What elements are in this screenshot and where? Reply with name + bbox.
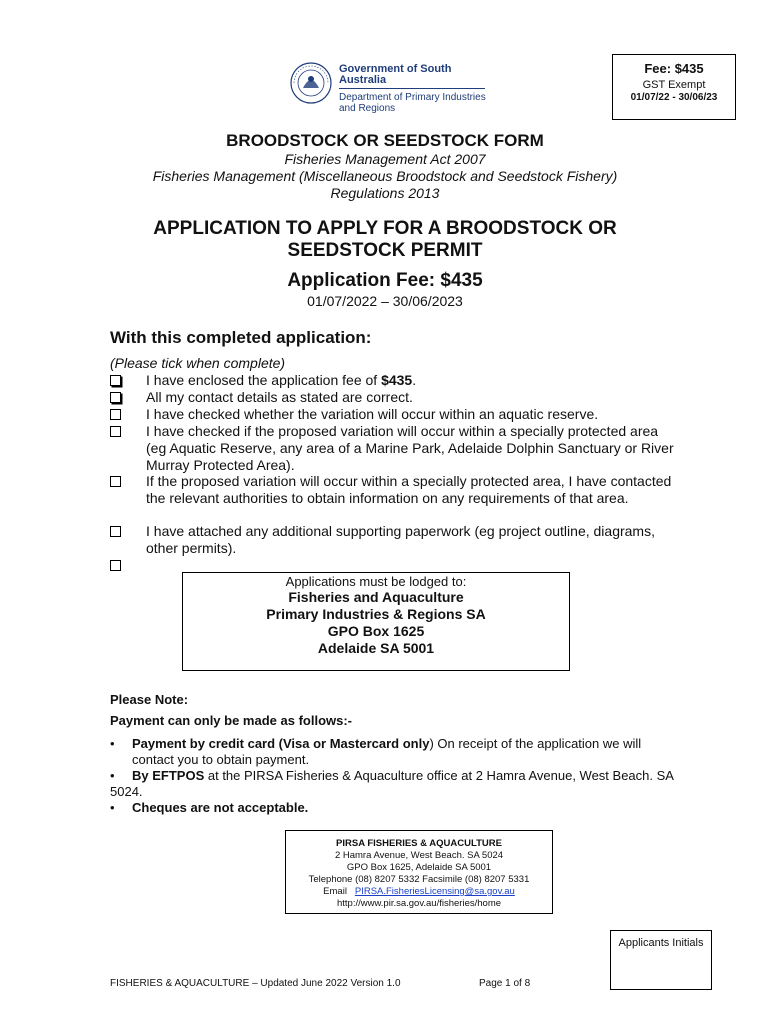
application-fee: Application Fee: $435	[287, 270, 483, 291]
please-note: Please Note:	[110, 692, 189, 707]
bullet: •	[110, 736, 115, 751]
page-number: Page 1 of 8	[479, 978, 531, 989]
lodge-line-4: Adelaide SA 5001	[317, 640, 435, 656]
fee-dates: 01/07/22 - 30/06/23	[630, 92, 718, 103]
checkbox[interactable]	[110, 409, 121, 420]
contact-address-1: 2 Hamra Avenue, West Beach. SA 5024	[334, 850, 504, 861]
logo-rule	[339, 88, 485, 89]
sa-government-logo	[290, 62, 490, 114]
checkbox[interactable]	[110, 375, 121, 386]
contact-address-2: GPO Box 1625, Adelaide SA 5001	[346, 862, 492, 873]
fee-box	[612, 54, 736, 120]
payment-heading: Payment can only be made as follows:-	[110, 713, 353, 728]
application-dates: 01/07/2022 – 30/06/2023	[307, 293, 463, 309]
checklist-item-text: I have checked whether the variation will occur within an aquatic reserve.	[146, 406, 599, 422]
checklist-heading: With this completed application:	[110, 328, 372, 347]
checklist-item-text: I have checked if the proposed variation will occur within a specially protected area (eg Aquatic Reserve, any area of a Marine Park, Adelaide Dolphin Sanctuary or River Murray Protected Area).	[146, 423, 674, 473]
gov-name: Government of South Australia	[339, 63, 452, 86]
checklist-item-text: I have enclosed the application fee of $435.	[146, 372, 417, 388]
checkbox[interactable]	[110, 526, 121, 537]
lodge-line-1: Fisheries and Aquaculture	[288, 589, 464, 605]
lodge-line-3: GPO Box 1625	[327, 623, 425, 639]
regulations-line-1: Fisheries Management (Miscellaneous Broodstock and Seedstock Fishery)	[152, 168, 618, 184]
payment-item-text: Payment by credit card (Visa or Mastercard only) On receipt of the application we will contact you to obtain payment.	[132, 736, 642, 767]
checkbox[interactable]	[110, 426, 121, 437]
bullet: •	[110, 768, 115, 783]
contact-phone: Telephone (08) 8207 5332 Facsimile (08) 8207 5331	[308, 874, 530, 885]
logo-text	[339, 64, 490, 114]
payment-item-text: By EFTPOS at the PIRSA Fisheries & Aquaculture office at 2 Hamra Avenue, West Beach. SA 5024.	[110, 768, 674, 799]
contact-title: PIRSA FISHERIES & AQUACULTURE	[336, 838, 502, 849]
email-link[interactable]: PIRSA.FisheriesLicensing@sa.gov.au	[354, 886, 515, 897]
footer-version: FISHERIES & AQUACULTURE – Updated June 2022 Version 1.0	[110, 978, 401, 989]
lodge-line-2: Primary Industries & Regions SA	[266, 606, 486, 622]
form-title: BROODSTOCK OR SEEDSTOCK FORM	[226, 131, 544, 150]
regulations-line-2: Regulations 2013	[330, 185, 440, 201]
checkbox[interactable]	[110, 392, 121, 403]
application-title-line-2: SEEDSTOCK PERMIT	[287, 240, 483, 261]
contact-email-row	[286, 886, 552, 898]
gst-status: GST Exempt	[642, 79, 706, 91]
checkbox[interactable]	[110, 560, 121, 571]
lodgement-address-box	[182, 572, 570, 671]
checklist-item-text: If the proposed variation will occur within a specially protected area, I have contacted the relevant authorities to obtain information on any requirements of that area.	[146, 473, 672, 506]
checkbox[interactable]	[110, 476, 121, 487]
checklist-item-text: I have attached any additional supporting paperwork (eg project outline, diagrams, other permits).	[146, 523, 655, 556]
checklist-note: (Please tick when complete)	[110, 355, 286, 371]
payment-item-text: Cheques are not acceptable.	[132, 800, 309, 815]
dept-line-2: and Regions	[339, 103, 396, 114]
bullet: •	[110, 800, 115, 815]
checklist-item-text: All my contact details as stated are correct.	[146, 389, 413, 405]
applicant-initials-box[interactable]	[610, 930, 712, 990]
fee-amount: Fee: $435	[644, 61, 704, 76]
initials-label: Applicants Initials	[618, 937, 704, 949]
state-seal-icon	[290, 62, 332, 104]
contact-website[interactable]: http://www.pir.sa.gov.au/fisheries/home	[336, 898, 502, 909]
act-line: Fisheries Management Act 2007	[284, 151, 486, 167]
email-label: Email	[323, 886, 347, 897]
lodge-intro: Applications must be lodged to:	[285, 574, 467, 589]
application-title-line-1: APPLICATION TO APPLY FOR A BROODSTOCK OR	[153, 218, 617, 239]
contact-box	[285, 830, 553, 914]
dept-line-1: Department of Primary Industries	[339, 92, 486, 103]
application-title	[0, 218, 770, 262]
